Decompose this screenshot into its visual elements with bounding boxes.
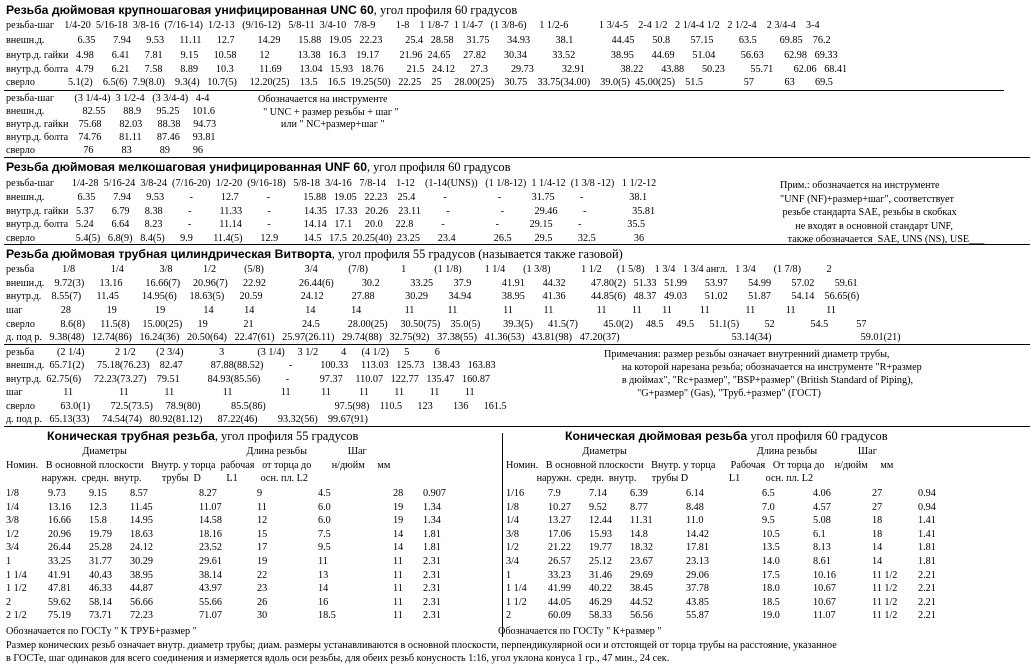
table-cell: 8.27 [199, 488, 217, 499]
table-cell: 27 [872, 501, 883, 513]
table-cell: 0.94 [918, 488, 936, 499]
table-cell: 8.61 [813, 556, 831, 567]
table-cell: 73.71 [89, 610, 112, 622]
table-cell: 18.0 [762, 583, 780, 595]
table-cell: 20.96 [48, 528, 71, 540]
table-cell: 75.19 [48, 610, 71, 622]
whit-row-bore: д. под р. 9.38(48) 12.74(86) 16.24(36) 20.50(64) 22.47(61) 25.97(26.11) 29.74(88) 32.75(92) 37.38(55) 41.36(53) 43.81(98) 47.20(37) 53.14(34) 59.01(21) [6, 332, 901, 343]
table-cell: 12.3 [89, 501, 107, 513]
unf-row-thread: резьба-шаг 1/4-28 5/16-24 3/8-24 (7/16-20) 1/2-20 (9/16-18) 5/8-18 3/4-16 7/8-14 1-12 (1-14(UNS)) (1 1/8-12) 1 1/4-12 (1 3/8 -12) 1 1/2-12 [6, 178, 657, 189]
table-cell: 1 1/2 [6, 583, 27, 595]
table-cell: 11 1/2 [872, 583, 898, 595]
unc-row-bolt: внутр.д. болта 4.79 6.21 7.58 8.89 10.3 11.69 13.04 15.93 18.76 21.5 24.12 27.3 29.73 32.91 38.22 43.88 50.23 55.71 62.06 68.41 [6, 64, 848, 75]
table-cell: 10.16 [813, 569, 836, 581]
table-cell: 1 [506, 569, 512, 581]
table-cell: 18.63 [130, 528, 153, 540]
table-cell: 30 [257, 610, 268, 622]
table-cell: 11.45 [130, 501, 153, 513]
table-cell: 59.62 [48, 596, 71, 608]
table-cell: 47.81 [48, 583, 71, 595]
unc2-row-nut: внутр.д. гайки 75.68 82.03 88.38 94.73 [6, 119, 217, 130]
whit-row-drill: сверло 8.6(8) 11.5(8) 15.00(25) 19 21 24.5 28.00(25) 30.50(75) 35.0(5) 39.3(5) 41.5(7) 45.0(2) 48.5 49.5 51.1(5) 52 54.5 57 [6, 319, 867, 330]
table-cell: 43.97 [199, 583, 222, 595]
table-cell: 1.41 [918, 528, 936, 540]
cone-inch-footer: Обозначается по ГОСТу " К+размер " [498, 626, 662, 637]
table-cell: 2.31 [423, 569, 441, 581]
table-cell: 29.61 [199, 556, 222, 567]
table-cell: 14.0 [762, 556, 780, 567]
table-cell: 11 1/2 [872, 596, 898, 608]
table-cell: 19 [257, 556, 268, 567]
table-cell: 13.27 [548, 515, 571, 527]
table-cell: 11 [393, 556, 403, 567]
table-cell: 37.78 [686, 583, 709, 595]
table-cell: 11 [393, 583, 403, 595]
table-cell: 19 [393, 501, 404, 513]
table-cell: 17.81 [686, 542, 709, 554]
table-cell: 1.41 [918, 515, 936, 527]
cone-inch-header-2: Номин. В основной плоскости Внутр. у торца Рабочая От торца до н/дюйм мм [506, 460, 894, 471]
table-cell: 26.57 [548, 556, 571, 567]
table-cell: 4.06 [813, 488, 831, 499]
table-cell: 56.56 [630, 610, 653, 622]
whit-row-thread: резьба 1/8 1/4 3/8 1/2 (5/8) 3/4 (7/8) 1 (1 1/8) 1 1/4 (1 3/8) 1 1/2 (1 5/8) 1 3/4 1 3/4 англ. 1 3/4 (1 7/8) 2 [6, 264, 832, 275]
table-cell: 2.31 [423, 556, 441, 567]
table-cell: 41.91 [48, 569, 71, 581]
table-cell: 6.14 [686, 488, 704, 499]
unf-row-drill: сверло 5.4(5) 6.8(9) 8.4(5) 9.9 11.4(5) 12.9 14.5 17.5 20.25(40) 23.25 23.4 26.5 29.5 32.5 36 [6, 233, 645, 244]
table-cell: 6.39 [630, 488, 648, 499]
table-cell: 6.1 [813, 528, 826, 540]
table-cell: 1 1/4 [506, 583, 527, 595]
table-cell: 8.48 [686, 501, 704, 513]
table-cell: 1/8 [6, 488, 20, 499]
table-cell: 31.77 [89, 556, 112, 567]
unc-row-thread: резьба-шаг 1/4-20 5/16-18 3/8-16 (7/16-14) 1/2-13 (9/16-12) 5/8-11 3/4-10 7/8-9 1-8 1 1/8-7 1 1/4-7 (1 3/8-6) 1 1/2-6 1 3/4-5 2-4 1/2 2 1/4-4 1/2 2 1/2-4 2 3/4-4 3-4 [6, 20, 820, 31]
whit-row-inner: внутр.д. 8.55(7) 11.45 14.95(6) 18.63(5) 20.59 24.12 27.88 30.29 34.94 38.95 41.36 44.85(6) 48.37 49.03 51.02 51.87 54.14 56.65(6) [6, 291, 860, 302]
table-cell: 33.25 [48, 556, 71, 567]
table-cell: 1/4 [6, 501, 20, 513]
table-cell: 18.5 [318, 610, 336, 622]
table-cell: 41.99 [548, 583, 571, 595]
table-cell: 23.52 [199, 542, 222, 554]
table-cell: 44.05 [548, 596, 571, 608]
table-cell: 14.58 [199, 515, 222, 527]
table-cell: 46.29 [589, 596, 612, 608]
whit2-row-drill: сверло 63.0(1) 72.5(73.5) 78.9(80) 85.5(86) 97.5(98) 110.5 123 136 161.5 [6, 401, 507, 412]
table-cell: 58.14 [89, 596, 112, 608]
unc2-row-outer: внешн.д. 82.55 88.9 95.25 101.6 [6, 106, 215, 117]
unc2-row-drill: сверло 76 83 89 96 [6, 145, 204, 156]
table-cell: 31.46 [589, 569, 612, 581]
unc-row-nut: внутр.д. гайки 4.98 6.41 7.81 9.15 10.58 12 13.38 16.3 19.17 21.96 24.65 27.82 30.34 33.52 38.95 44.69 51.04 56.63 62.98 69.33 [6, 50, 838, 61]
cone-pipe-title: Коническая трубная резьба, угол профиля 55 градусов [47, 429, 359, 443]
table-cell: 1/2 [506, 542, 520, 554]
table-cell: 14 [872, 556, 883, 567]
table-cell: 2.31 [423, 583, 441, 595]
whitworth-title: Резьба дюймовая трубная цилиндрическая Витворта, угол профиля 55 градусов (называется также газовой) [6, 247, 623, 261]
table-cell: 14.95 [130, 515, 153, 527]
table-cell: 3/8 [6, 515, 20, 527]
table-cell: 9.73 [48, 488, 66, 499]
table-cell: 7.14 [589, 488, 607, 499]
table-cell: 14 [393, 528, 404, 540]
table-cell: 11 1/2 [872, 610, 898, 622]
whit2-row-pitch: шаг 11 11 11 11 11 11 11 11 11 11 [6, 387, 475, 398]
table-cell: 1/4 [506, 515, 520, 527]
table-cell: 1/8 [506, 501, 520, 513]
table-cell: 13.5 [762, 542, 780, 554]
table-cell: 7.9 [548, 488, 561, 499]
table-cell: 33.23 [548, 569, 571, 581]
table-cell: 11.07 [199, 501, 222, 513]
unc-note: Обозначается на инструменте " UNC + размер резьбы + шаг " или " NC+размер+шаг " [258, 94, 399, 130]
table-cell: 13.16 [48, 501, 71, 513]
table-cell: 11 [393, 610, 403, 622]
table-cell: 24.12 [130, 542, 153, 554]
table-cell: 9 [257, 488, 263, 499]
table-cell: 71.07 [199, 610, 222, 622]
table-cell: 1.34 [423, 501, 441, 513]
table-cell: 2.21 [918, 596, 936, 608]
whit-row-outer: внешн.д. 9.72(3) 13.16 16.66(7) 20.96(7) 22.92 26.44(6) 30.2 33.25 37.9 41.91 44.32 47.80(2) 51.33 51.99 53.97 54.99 57.02 59.61 [6, 278, 858, 289]
table-cell: 28 [393, 488, 404, 499]
unf-row-nut: внутр.д. гайки 5.37 6.79 8.38 - 11.33 - 14.35 17.33 20.26 23.11 - - 29.46 - 35.81 [6, 206, 656, 217]
unc2-row-bolt: внутр.д. болта 74.76 81.11 87.46 93.81 [6, 132, 216, 143]
table-cell: 10.27 [548, 501, 571, 513]
unc-row-outer: внешн.д. 6.35 7.94 9.53 11.11 12.7 14.29 15.88 19.05 22.23 25.4 28.58 31.75 34.93 38.1 44.45 50.8 57.15 63.5 69.85 76.2 [6, 35, 831, 46]
table-cell: 7.5 [318, 528, 331, 540]
unf-title: Резьба дюймовая мелкошаговая унифицированная UNF 60, угол профиля 60 градусов [6, 160, 511, 174]
table-cell: 29.69 [630, 569, 653, 581]
table-cell: 23 [257, 583, 268, 595]
table-cell: 38.45 [630, 583, 653, 595]
table-cell: 26.44 [48, 542, 71, 554]
bottom-note-line-1: Размер конических резьб означает внутр. диаметр трубы; диам. размеры устанавливаются в основной плоскости, перпендикулярной оси и отстоящей от торца трубы на расстояние, указанное [6, 640, 837, 651]
table-cell: 72.23 [130, 610, 153, 622]
section-rule [4, 344, 1030, 345]
table-cell: 14.42 [686, 528, 709, 540]
whitworth-note: Примечания: размер резьбы означает внутренний диаметр трубы, на которой нарезана резьба; обозначается на инструменте "R+размер в дюймах", "Rc+размер", "BSP+размер" (British Standard of Piping), "G+размер" (Gas), "Труб.+размер" (ГОСТ) [604, 349, 922, 399]
cone-pipe-footer: Обозначается по ГОСТу " К ТРУБ+размер " [6, 626, 197, 637]
unf-note: Прим.: обозначается на инструменте "UNF (NF)+размер+шаг", соответствует резьбе стандарта SAE, резьбы в скобках не входят в основной стандарт UNF, также обозначается SAE, UNS (NS), USE___ [780, 180, 985, 245]
cone-inch-header-3: наружн. средн. внутр. трубы D L1 осн. пл. L2 [506, 473, 814, 484]
section-rule [4, 426, 1030, 427]
table-cell: 9.5 [762, 515, 775, 527]
table-cell: 44.87 [130, 583, 153, 595]
table-cell: 22 [257, 569, 268, 581]
table-cell: 19.77 [589, 542, 612, 554]
table-cell: 13 [318, 569, 329, 581]
table-cell: 16.66 [48, 515, 71, 527]
table-cell: 3/4 [6, 542, 20, 554]
table-cell: 44.52 [630, 596, 653, 608]
table-cell: 38.95 [130, 569, 153, 581]
unc-title: Резьба дюймовая крупношаговая унифицированная UNC 60, угол профиля 60 градусов [6, 3, 518, 17]
table-cell: 23.67 [630, 556, 653, 567]
table-cell: 19 [393, 515, 404, 527]
table-cell: 11 [318, 556, 328, 567]
table-cell: 16 [318, 596, 329, 608]
table-cell: 1/16 [506, 488, 525, 499]
table-cell: 5.08 [813, 515, 831, 527]
table-cell: 43.85 [686, 596, 709, 608]
table-cell: 18 [872, 515, 883, 527]
table-cell: 15.93 [589, 528, 612, 540]
unc2-row-thread: резьба-шаг (3 1/4-4) 3 1/2-4 (3 3/4-4) 4-4 [6, 93, 210, 104]
table-cell: 11 [393, 596, 403, 608]
table-cell: 10.67 [813, 583, 836, 595]
table-cell: 14.8 [630, 528, 648, 540]
table-cell: 8.77 [630, 501, 648, 513]
cone-pipe-header-1: Диаметры Длина резьбы Шаг [6, 446, 367, 457]
unf-row-bolt: внутр.д. болта 5.24 6.64 8.23 - 11.14 - 14.14 17.1 20.0 22.8 - - 29.15 - 35.5 [6, 219, 646, 230]
table-cell: 1 1/2 [506, 596, 527, 608]
section-rule [4, 244, 1030, 245]
unc-row-drill: сверло 5.1(2) 6.5(6) 7.9(8.0) 9.3(4) 10.7(5) 12.20(25) 13.5 16.5 19.25(50) 22.25 25 28.00(25) 30.75 33.75(34.00) 39.0(5) 45.00(25) 51.5 57 63 69.5 [6, 77, 833, 88]
table-cell: 2 [506, 610, 512, 622]
table-cell: 0.94 [918, 501, 936, 513]
cone-inch-header-1: Диаметры Длина резьбы Шаг [506, 446, 877, 457]
table-cell: 1.81 [423, 542, 441, 554]
table-cell: 14 [872, 542, 883, 554]
table-cell: 2.21 [918, 569, 936, 581]
bottom-note-line-2: в ГОСТе, шаг одинаков для всего соединения и измеряется вдоль оси резьбы, для обеих резьб конусность 1:16, угол уклона конуса 1 гр., 47 мин., 24 сек. [6, 653, 670, 664]
table-cell: 8.57 [130, 488, 148, 499]
table-cell: 30.29 [130, 556, 153, 567]
table-cell: 9.15 [89, 488, 107, 499]
table-cell: 27 [872, 488, 883, 499]
table-cell: 55.66 [199, 596, 222, 608]
table-cell: 4.5 [318, 488, 331, 499]
table-cell: 11 1/2 [872, 569, 898, 581]
table-cell: 29.06 [686, 569, 709, 581]
table-cell: 19.79 [89, 528, 112, 540]
table-cell: 11.0 [686, 515, 704, 527]
table-cell: 15 [257, 528, 268, 540]
table-cell: 18.5 [762, 596, 780, 608]
cone-pipe-header-2: Номин. В основной плоскости Внутр. у торца рабочая от торца до н/дюйм мм [6, 460, 391, 471]
cone-pipe-header-3: наружн. средн. внутр. трубы D L1 осн. пл. L2 [6, 473, 308, 484]
table-cell: 17 [257, 542, 268, 554]
table-cell: 2 [6, 596, 12, 608]
table-cell: 56.66 [130, 596, 153, 608]
table-cell: 17.5 [762, 569, 780, 581]
table-cell: 1.81 [423, 528, 441, 540]
table-cell: 25.12 [589, 556, 612, 567]
table-cell: 1.81 [918, 542, 936, 554]
table-cell: 1 [6, 556, 12, 567]
table-cell: 9.5 [318, 542, 331, 554]
table-cell: 3/4 [506, 556, 520, 567]
table-cell: 11 [257, 501, 267, 513]
table-cell: 46.33 [89, 583, 112, 595]
table-cell: 2.21 [918, 583, 936, 595]
table-cell: 55.87 [686, 610, 709, 622]
table-cell: 26 [257, 596, 268, 608]
table-cell: 15.8 [89, 515, 107, 527]
table-cell: 23.13 [686, 556, 709, 567]
table-cell: 14 [393, 542, 404, 554]
table-cell: 38.14 [199, 569, 222, 581]
table-cell: 60.09 [548, 610, 571, 622]
table-cell: 2 1/2 [6, 610, 27, 622]
table-cell: 2.31 [423, 610, 441, 622]
section-rule [4, 157, 1030, 158]
table-cell: 1 1/4 [6, 569, 27, 581]
whit2-row-outer: внешн.д. 65.71(2) 75.18(76.23) 82.47 87.88(88.52) - 100.33 113.03 125.73 138.43 163.83 [6, 360, 496, 371]
table-cell: 1/2 [6, 528, 20, 540]
table-cell: 11.31 [630, 515, 653, 527]
table-cell: 17.06 [548, 528, 571, 540]
table-cell: 18 [872, 528, 883, 540]
table-cell: 6.0 [318, 501, 331, 513]
table-cell: 18.32 [630, 542, 653, 554]
table-cell: 1.81 [918, 556, 936, 567]
whit2-row-thread: резьба (2 1/4) 2 1/2 (2 3/4) 3 (3 1/4) 3 1/2 4 (4 1/2) 5 6 [6, 347, 440, 358]
cone-inch-title: Коническая дюймовая резьба угол профиля 60 градусов [565, 429, 888, 443]
table-cell: 18.16 [199, 528, 222, 540]
table-cell: 9.52 [589, 501, 607, 513]
table-cell: 3/8 [506, 528, 520, 540]
table-cell: 6.0 [318, 515, 331, 527]
table-cell: 12 [257, 515, 268, 527]
table-cell: 2.31 [423, 596, 441, 608]
column-divider [502, 433, 503, 637]
whit2-row-bore: д. под р. 65.13(33) 74.54(74) 80.92(81.12) 87.22(46) 93.32(56) 99.67(91) [6, 414, 368, 425]
table-cell: 4.57 [813, 501, 831, 513]
table-cell: 40.22 [589, 583, 612, 595]
table-cell: 10.5 [762, 528, 780, 540]
table-cell: 11.07 [813, 610, 836, 622]
table-cell: 14 [318, 583, 329, 595]
table-cell: 1.34 [423, 515, 441, 527]
table-cell: 19.0 [762, 610, 780, 622]
unf-row-outer: внешн.д. 6.35 7.94 9.53 - 12.7 - 15.88 19.05 22.23 25.4 - - 31.75 - 38.1 [6, 192, 648, 203]
table-cell: 2.21 [918, 610, 936, 622]
whit-row-pitch: шаг 28 19 19 14 14 14 14 11 11 11 11 11 11 11 11 11 11 11 [6, 305, 836, 316]
table-cell: 10.67 [813, 596, 836, 608]
table-cell: 7.0 [762, 501, 775, 513]
table-cell: 8.13 [813, 542, 831, 554]
table-cell: 11 [393, 569, 403, 581]
unc-divider [4, 90, 1004, 91]
table-cell: 40.43 [89, 569, 112, 581]
table-cell: 12.44 [589, 515, 612, 527]
table-cell: 21.22 [548, 542, 571, 554]
table-cell: 0.907 [423, 488, 446, 499]
table-cell: 58.33 [589, 610, 612, 622]
table-cell: 25.28 [89, 542, 112, 554]
table-cell: 6.5 [762, 488, 775, 499]
whit2-row-inner: внутр.д. 62.75(6) 72.23(73.27) 79.51 84.93(85.56) - 97.37 110.07 122.77 135.47 160.87 [6, 374, 491, 385]
